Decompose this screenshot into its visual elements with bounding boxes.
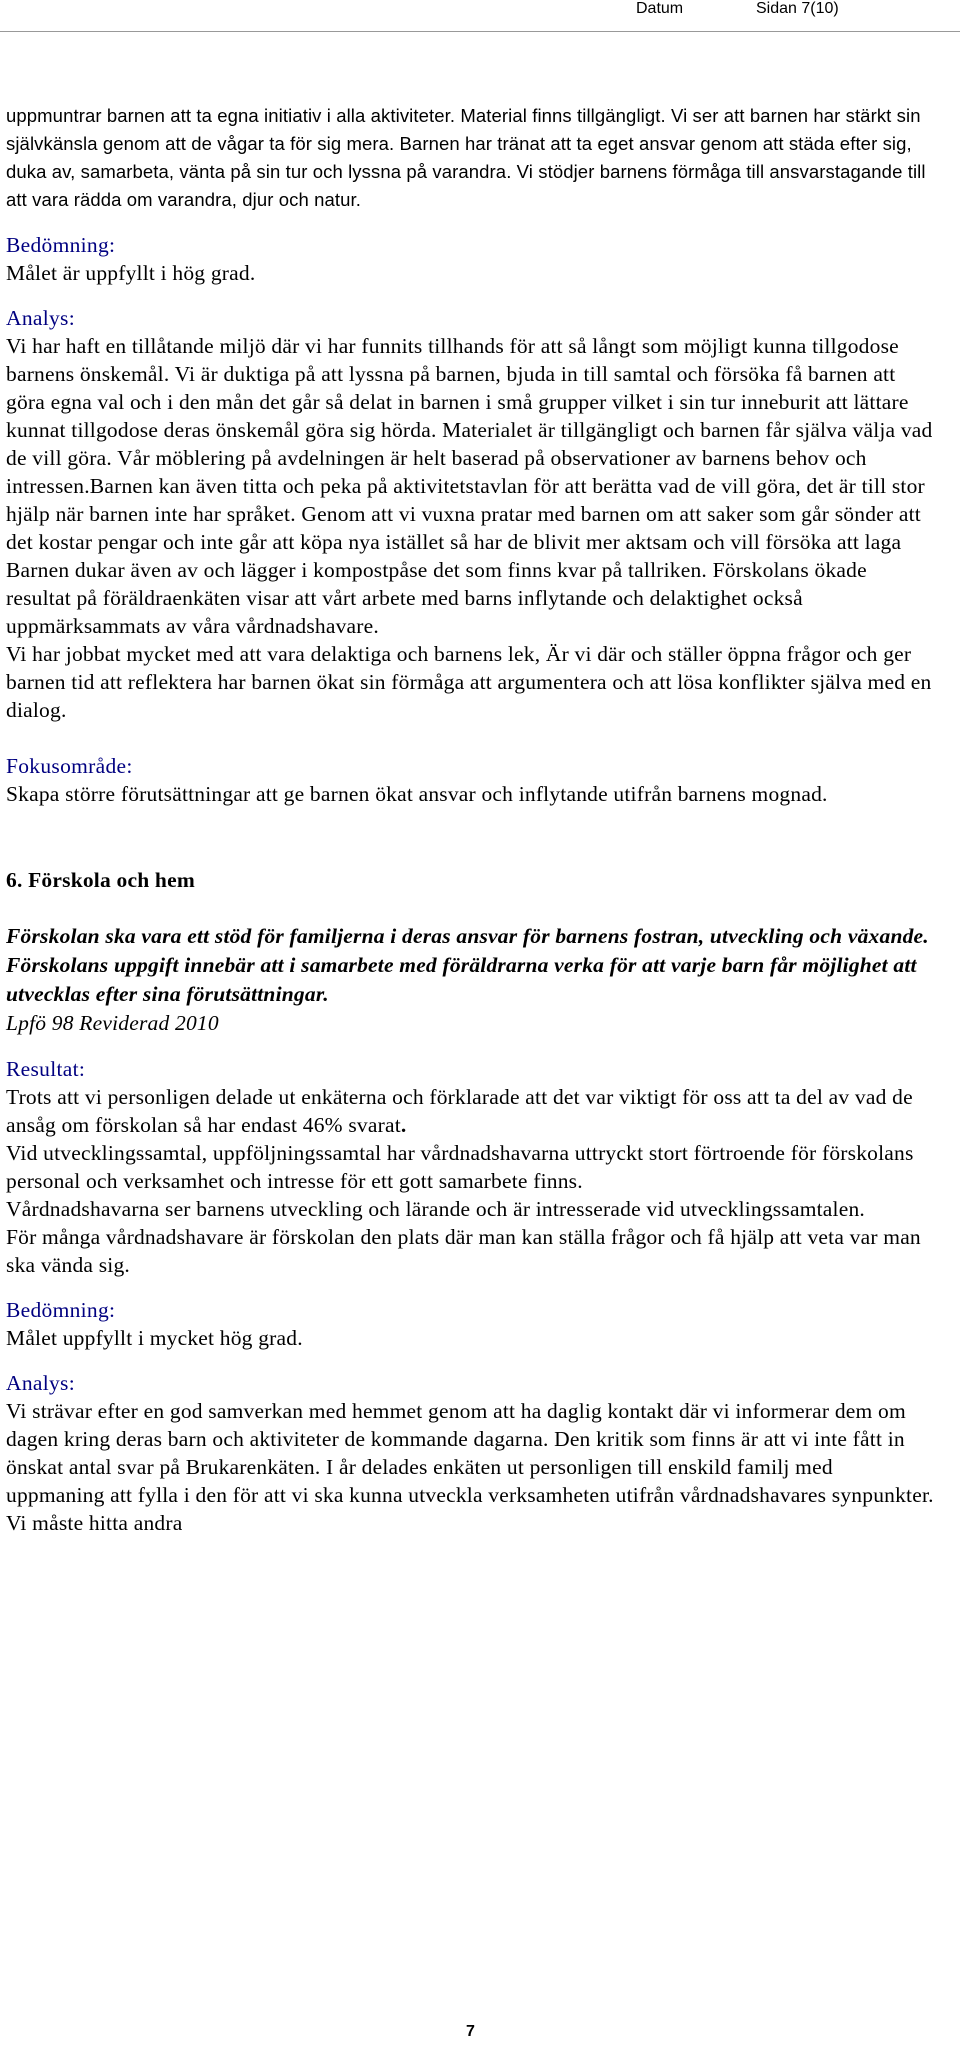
resultat-text-1: Trots att vi personligen delade ut enkäterna och förklarade att det var viktigt för oss att ta del av vad de ansåg om förskolan så har endast 46% svarat xyxy=(6,1085,913,1137)
header-divider xyxy=(0,31,960,32)
resultat-paragraph-2: Vid utvecklingssamtal, uppföljningssamtal har vårdnadshavarna uttryckt stort förtroende för förskolans personal och verksamhet och intresse för ett gott samarbete finns. xyxy=(6,1141,914,1193)
bedomning-label-2: Bedömning: xyxy=(6,1298,116,1322)
bedomning-label: Bedömning: xyxy=(6,233,116,257)
page-header xyxy=(0,0,960,22)
resultat-label: Resultat: xyxy=(6,1057,86,1081)
curriculum-quote: Förskolan ska vara ett stöd för familjerna i deras ansvar för barnens fostran, utveckling och växande. Förskolans uppgift innebär att i samarbete med föräldrarna verka för att varje barn får möjlighet att utvecklas efter sina förutsättningar. xyxy=(6,924,929,1006)
intro-paragraph: uppmuntrar barnen att ta egna initiativ i alla aktiviteter. Material finns tillgängligt. Vi ser att barnen har stärkt sin självkänsla genom att de vågar ta för sig mera. Barnen har tränat att ta eget ansvar genom att städa efter sig, duka av, samarbeta, vänta på sin tur och lyssna på varandra. Vi stödjer barnens förmåga till ansvarstagande till att vara rädda om varandra, djur och natur. xyxy=(6,105,926,210)
analys-paragraph: Vi har haft en tillåtande miljö där vi har funnits tillhands för att så långt som möjligt kunna tillgodose barnens önskemål. Vi är duktiga på att lyssna på barnen, bjuda in till samtal och försöka få barnen att göra egna val och i den mån det går så delat in barnen i små grupper vilket i sin tur inneburit att lättare kunnat tillgodose deras önskemål göra sig hörda. Materialet är tillgängligt och barnen får själva välja vad de vill göra. Vår möblering på avdelningen är helt baserad på observationer av barnens behov och intressen.Barnen kan även titta och peka på aktivitetstavlan för att berätta vad de vill göra, det är till stor hjälp när barnen inte har språket. Genom att vi vuxna pratar med barnen om att saker som går sönder att det kostar pengar och inte går att köpa nya istället så har de blivit mer aktsam och vill försöka att laga Barnen dukar även av och lägger i kompostpåse det som finns kvar på tallriken. Förskolans ökade resultat på föräldraenkäten visar att vårt arbete med barns inflytande och delaktighet också uppmärksammats av våra vårdnadshavare. xyxy=(6,334,933,638)
section-heading: 6. Förskola och hem xyxy=(6,868,195,892)
analys-label: Analys: xyxy=(6,306,75,330)
analys-paragraph-2: Vi har jobbat mycket med att vara delaktiga och barnens lek, Är vi där och ställer öppna frågor och ger barnen tid att reflektera har barnen ökat sin förmåga att argumentera och att lösa konflikter själva med en dialog. xyxy=(6,642,932,722)
curriculum-reference: Lpfö 98 Reviderad 2010 xyxy=(6,1011,219,1035)
resultat-paragraph-1 xyxy=(6,1083,936,1139)
resultat-paragraph-3: Vårdnadshavarna ser barnens utveckling och lärande och är intresserade vid utvecklingssamtalen. xyxy=(6,1197,865,1221)
analys-label-2: Analys: xyxy=(6,1371,75,1395)
fokusomrade-label: Fokusområde: xyxy=(6,754,133,778)
page-number: 7 xyxy=(466,2023,475,2040)
resultat-paragraph-4: För många vårdnadshavare är förskolan den plats där man kan ställa frågor och få hjälp att veta var man ska vända sig. xyxy=(6,1225,921,1277)
bedomning-text: Målet är uppfyllt i hög grad. xyxy=(6,261,256,285)
document-body xyxy=(6,102,936,1537)
resultat-period: . xyxy=(400,1113,407,1137)
bedomning-text-2: Målet uppfyllt i mycket hög grad. xyxy=(6,1326,303,1350)
header-page-indicator: Sidan 7(10) xyxy=(756,0,839,17)
header-date-label: Datum xyxy=(636,0,684,17)
fokusomrade-text: Skapa större förutsättningar att ge barnen ökat ansvar och inflytande utifrån barnens mognad. xyxy=(6,782,828,806)
analys-paragraph-3: Vi strävar efter en god samverkan med hemmet genom att ha daglig kontakt där vi informerar dem om dagen kring deras barn och aktiviteter de kommande dagarna. Den kritik som finns är att vi inte fått in önskat antal svar på Brukarenkäten. I år delades enkäten ut personligen till enskild familj med uppmaning att fylla i den för att vi ska kunna utveckla verksamheten utifrån vårdnadshavares synpunkter. Vi måste hitta andra xyxy=(6,1399,934,1535)
